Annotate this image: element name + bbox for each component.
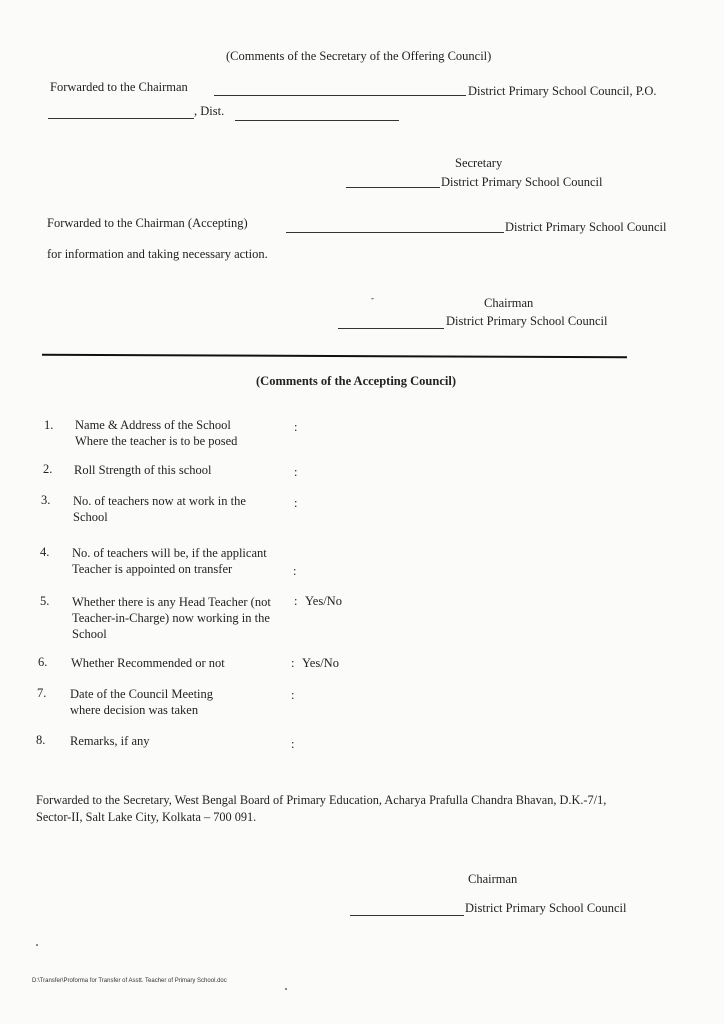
chairman-title: Chairman [484, 296, 534, 310]
chairman-council: District Primary School Council [446, 314, 608, 328]
item-4-colon: : [293, 564, 297, 578]
item-6-question: Whether Recommended or not [71, 656, 225, 670]
item-6-colon: : [291, 656, 295, 670]
secretary-council: District Primary School Council [441, 175, 603, 189]
forward-accepting-label: Forwarded to the Chairman (Accepting) [47, 216, 248, 230]
item-2-number: 2. [43, 462, 53, 476]
item-2-question: Roll Strength of this school [74, 463, 212, 477]
item-4-number: 4. [40, 545, 50, 559]
footer-file-path: D:\Transfer\Proforma for Transfer of Asstt. Teacher of Primary School.doc [32, 978, 227, 984]
item-8-question: Remarks, if any [70, 734, 150, 748]
item-5-question: Whether there is any Head Teacher (not Teacher-in-Charge) now working in the School [72, 595, 271, 641]
chairman-name-blank[interactable] [214, 85, 466, 96]
offering-heading: (Comments of the Secretary of the Offering Council) [226, 49, 492, 63]
item-6-number: 6. [38, 655, 48, 669]
item-8-number: 8. [36, 733, 46, 747]
forward-chairman-label: Forwarded to the Chairman [50, 80, 188, 94]
section-divider [42, 354, 627, 359]
final-forward-line-1: Forwarded to the Secretary, West Bengal Board of Primary Education, Acharya Prafulla Chandra Bhavan, D.K.-7/1, [36, 793, 607, 807]
secretary-district-blank[interactable] [346, 177, 440, 188]
dist-label: , Dist. [194, 104, 225, 118]
final-forward-line-2: Sector-II, Salt Lake City, Kolkata – 700 091. [36, 810, 257, 824]
speck [285, 988, 287, 990]
item-8-colon: : [291, 737, 295, 751]
item-2-colon: : [294, 465, 298, 479]
dist-blank[interactable] [235, 110, 399, 121]
accepting-chairman-blank[interactable] [286, 222, 504, 233]
item-4-question: No. of teachers will be, if the applicant Teacher is appointed on transfer [72, 546, 267, 576]
stray-mark: - [371, 293, 374, 303]
item-1-number: 1. [44, 418, 54, 432]
info-line: for information and taking necessary action. [47, 247, 268, 261]
accepting-council-label: District Primary School Council [505, 220, 667, 234]
item-1-colon: : [294, 420, 298, 434]
secretary-title: Secretary [455, 156, 503, 170]
item-3-question: No. of teachers now at work in the School [73, 494, 246, 524]
item-5-colon: : [294, 594, 298, 608]
final-district-blank[interactable] [350, 905, 464, 916]
item-3-number: 3. [41, 493, 51, 507]
item-5-answer[interactable]: Yes/No [305, 594, 342, 608]
chairman-district-blank[interactable] [338, 318, 444, 329]
item-7-question: Date of the Council Meeting where decision was taken [70, 687, 214, 717]
speck [36, 944, 38, 946]
final-chairman-council: District Primary School Council [465, 901, 627, 915]
accepting-heading: (Comments of the Accepting Council) [256, 374, 456, 388]
item-7-number: 7. [37, 686, 47, 700]
council-po-label: District Primary School Council, P.O. [468, 84, 657, 98]
item-5-number: 5. [40, 594, 50, 608]
item-6-answer[interactable]: Yes/No [302, 656, 339, 670]
item-3-colon: : [294, 496, 298, 510]
item-1-question: Name & Address of the School Where the teacher is to be posed [75, 418, 238, 448]
po-blank[interactable] [48, 108, 194, 119]
final-chairman-title: Chairman [468, 872, 518, 886]
item-7-colon: : [291, 688, 295, 702]
